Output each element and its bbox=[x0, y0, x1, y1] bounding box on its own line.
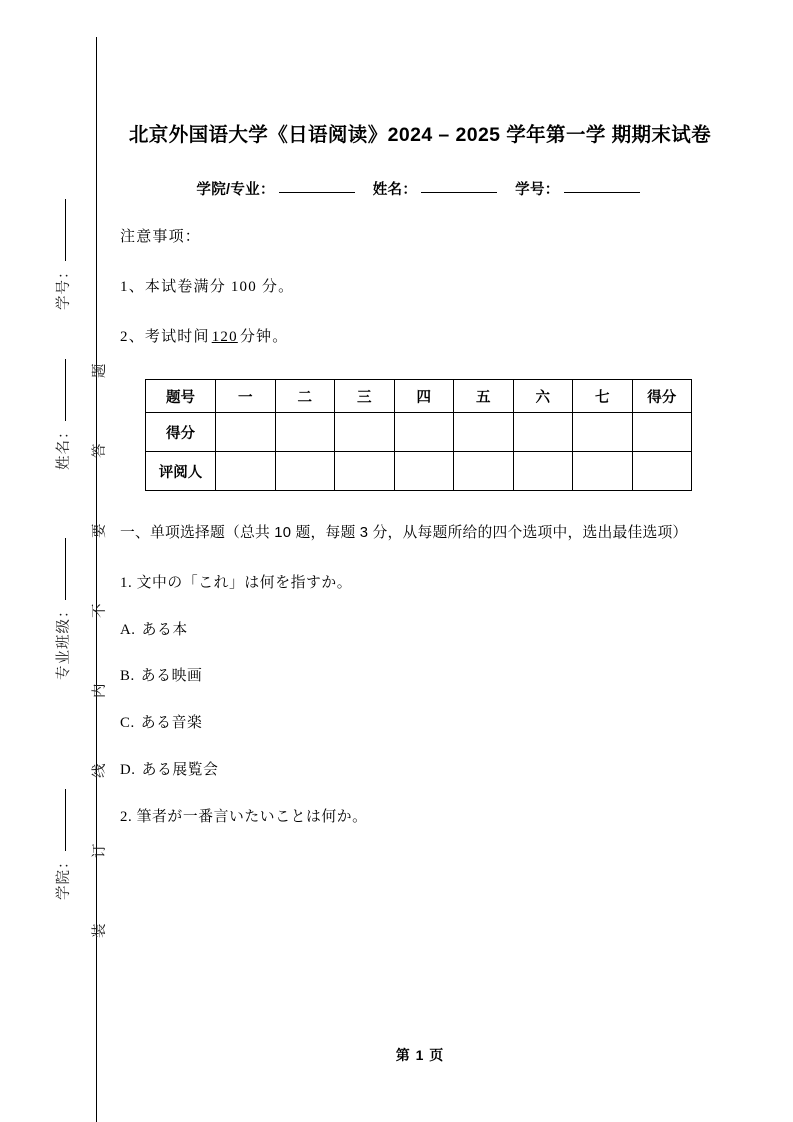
table-cell[interactable] bbox=[394, 452, 454, 491]
table-row bbox=[146, 452, 692, 491]
margin-blank-class bbox=[65, 539, 66, 601]
binding-line bbox=[96, 37, 97, 1122]
student-info-line bbox=[120, 152, 720, 199]
table-header-cell: 五 bbox=[454, 380, 514, 413]
table-header-cell: 一 bbox=[216, 380, 276, 413]
table-cell[interactable] bbox=[275, 452, 335, 491]
question-number: 1. bbox=[120, 574, 133, 591]
option-letter: C. bbox=[120, 714, 135, 731]
table-cell[interactable] bbox=[573, 452, 633, 491]
margin-blank-student-id bbox=[65, 200, 66, 262]
student-id-field[interactable] bbox=[564, 192, 640, 193]
option-text: ある音楽 bbox=[140, 714, 203, 731]
table-cell[interactable] bbox=[513, 413, 573, 452]
table-cell[interactable] bbox=[335, 452, 395, 491]
option-letter: A. bbox=[120, 621, 136, 638]
table-cell[interactable] bbox=[454, 413, 514, 452]
margin-seal-char-xian: 线 bbox=[92, 763, 108, 778]
name-field[interactable] bbox=[421, 192, 497, 193]
question-1-option-c[interactable] bbox=[120, 689, 720, 736]
margin-blank-name bbox=[65, 360, 66, 422]
option-text: ある本 bbox=[141, 621, 188, 638]
margin-label-name: 姓名： bbox=[52, 360, 73, 471]
table-header-cell: 三 bbox=[335, 380, 395, 413]
table-cell[interactable] bbox=[454, 452, 514, 491]
section-heading-line1: 一、单项选择题（总共 10 题，每题 3 分，从每题所给的四个选项中， bbox=[120, 525, 583, 542]
college-major-field[interactable] bbox=[279, 192, 355, 193]
margin-seal-char-da: 答 bbox=[92, 443, 108, 458]
table-header-cell: 六 bbox=[513, 380, 573, 413]
notes-item-2-suffix: 分钟。 bbox=[239, 329, 289, 346]
page-title bbox=[120, 0, 720, 152]
option-letter: D. bbox=[120, 761, 136, 778]
question-number: 2. bbox=[120, 809, 133, 826]
table-cell[interactable] bbox=[275, 413, 335, 452]
question-1 bbox=[120, 548, 720, 596]
table-row-label-reviewer: 评阅人 bbox=[146, 452, 216, 491]
table-cell[interactable] bbox=[335, 413, 395, 452]
table-cell[interactable] bbox=[632, 452, 692, 491]
option-letter: B. bbox=[120, 668, 135, 685]
margin-seal-char-ti: 题 bbox=[92, 363, 108, 378]
table-header-cell: 四 bbox=[394, 380, 454, 413]
table-cell[interactable] bbox=[216, 413, 276, 452]
notes-heading: 注意事项： bbox=[120, 229, 202, 246]
table-row-header bbox=[146, 380, 692, 413]
section-heading-line2: 选出最佳选项） bbox=[582, 525, 688, 542]
question-2 bbox=[120, 782, 720, 830]
question-1-option-a[interactable] bbox=[120, 596, 720, 643]
margin-seal-char-zhuang: 装 bbox=[92, 923, 108, 938]
section-heading bbox=[120, 491, 720, 548]
student-id-label: 学号： bbox=[515, 182, 560, 199]
page-footer: 第 1 页 bbox=[395, 1047, 445, 1063]
table-cell[interactable] bbox=[513, 452, 573, 491]
margin-seal-char-yao: 要 bbox=[92, 523, 108, 538]
notes-item-2 bbox=[120, 299, 720, 349]
option-text: ある展覧会 bbox=[141, 761, 219, 778]
margin-seal-char-ding: 订 bbox=[92, 843, 108, 858]
question-1-option-d[interactable] bbox=[120, 736, 720, 783]
table-header-cell: 题号 bbox=[146, 380, 216, 413]
margin-seal-char-nei: 内 bbox=[92, 683, 108, 698]
table-header-cell: 七 bbox=[573, 380, 633, 413]
table-cell[interactable] bbox=[394, 413, 454, 452]
question-1-option-b[interactable] bbox=[120, 642, 720, 689]
option-text: ある映画 bbox=[140, 668, 203, 685]
margin-label-student-id: 学号： bbox=[52, 200, 73, 311]
table-cell[interactable] bbox=[573, 413, 633, 452]
notes-item-2-prefix: 2、考试时间 bbox=[120, 329, 210, 346]
notes-item-1: 1、本试卷满分 100 分。 bbox=[120, 279, 295, 296]
score-table bbox=[145, 379, 692, 491]
question-text: 文中の「これ」は何を指すか。 bbox=[136, 574, 353, 591]
margin-label-class: 专业班级： bbox=[52, 539, 73, 681]
exam-content bbox=[120, 0, 720, 830]
question-text: 筆者が一番言いたいことは何か。 bbox=[136, 809, 368, 826]
margin-blank-college bbox=[65, 790, 66, 852]
table-cell[interactable] bbox=[632, 413, 692, 452]
margin-seal-char-bu: 不 bbox=[92, 603, 108, 618]
name-label: 姓名： bbox=[372, 182, 418, 199]
exam-title-line2: 期期末试卷 bbox=[611, 124, 712, 146]
table-cell[interactable] bbox=[216, 452, 276, 491]
exam-duration-value: 120 bbox=[211, 329, 238, 346]
table-header-cell: 二 bbox=[275, 380, 335, 413]
college-major-label: 学院/专业： bbox=[196, 182, 275, 199]
exam-title-line1: 北京外国语大学《日语阅读》2024 – 2025 学年第一学 bbox=[128, 124, 606, 146]
margin-label-college: 学院： bbox=[52, 790, 73, 901]
table-header-cell: 得分 bbox=[632, 380, 692, 413]
table-row bbox=[146, 413, 692, 452]
table-row-label-score: 得分 bbox=[146, 413, 216, 452]
